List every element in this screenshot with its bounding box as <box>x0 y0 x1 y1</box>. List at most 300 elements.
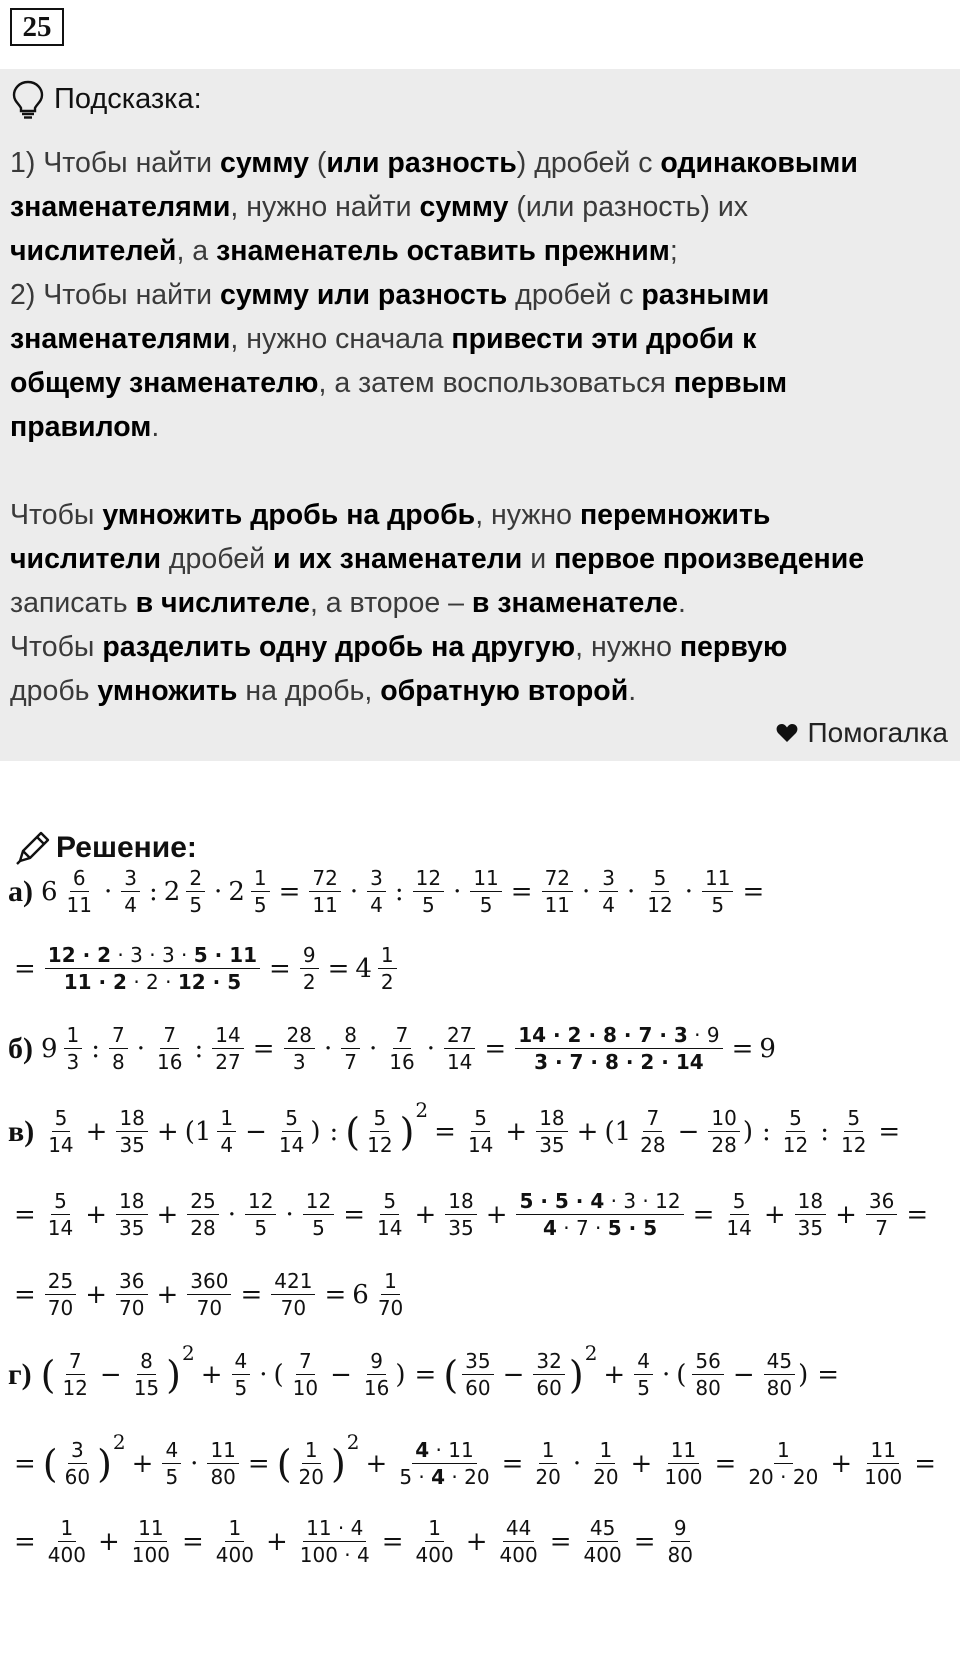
fraction <box>708 1105 739 1158</box>
denominator-part: 11 · 2 <box>63 970 127 994</box>
fraction <box>290 1348 321 1401</box>
hint-line <box>10 669 950 713</box>
denominator-part: 5 <box>234 1376 248 1400</box>
operator: = <box>914 1448 937 1479</box>
numerator-part: 11 · 4 <box>306 1516 364 1540</box>
hint-emphasis: сумму <box>219 147 309 179</box>
fraction <box>396 1437 492 1490</box>
denominator-part: 35 <box>797 1216 824 1240</box>
numerator-part: 5 · 11 <box>193 943 258 967</box>
denominator-part: 20 <box>535 1465 561 1489</box>
numerator-part: 5 <box>847 1106 861 1130</box>
numerator-part: · 9 <box>687 1023 720 1047</box>
fraction <box>637 1105 668 1158</box>
operator: + <box>505 1116 528 1147</box>
math-term: ( <box>676 1359 687 1390</box>
fraction <box>271 1268 315 1321</box>
denominator-part: 16 <box>157 1050 183 1074</box>
numerator-part: 1 <box>599 1438 613 1462</box>
fraction <box>364 1105 395 1158</box>
numerator <box>515 1022 722 1049</box>
denominator <box>290 1375 321 1401</box>
hint-line <box>10 185 950 229</box>
fraction <box>303 1188 334 1241</box>
operator: = <box>714 1448 737 1479</box>
operator: : <box>149 876 158 907</box>
math-term: (1 <box>604 1116 632 1147</box>
denominator <box>378 969 397 995</box>
parenthesis: ) <box>97 1441 112 1486</box>
numerator <box>116 1188 147 1215</box>
fraction <box>45 1105 76 1158</box>
denominator <box>194 1295 225 1321</box>
hint-emphasis: в знаменателе <box>471 587 678 619</box>
numerator-part: 11 <box>670 1438 697 1462</box>
numerator-part: 35 <box>465 1349 491 1373</box>
operator: · <box>227 1199 237 1230</box>
fraction <box>276 1105 307 1158</box>
denominator <box>186 892 205 918</box>
numerator-part: 11 <box>473 866 499 890</box>
denominator-part: 100 <box>664 1465 703 1489</box>
hint-emphasis: числителей <box>10 235 177 267</box>
hint-emphasis: сумму или разность <box>219 279 508 311</box>
numerator-part: 5 <box>653 866 667 890</box>
numerator <box>70 865 89 892</box>
numerator-part: 1 <box>428 1516 441 1540</box>
numerator <box>651 865 670 892</box>
numerator <box>413 865 444 892</box>
solution-title: Решение: <box>56 831 197 864</box>
denominator <box>45 1132 76 1158</box>
denominator <box>664 1542 695 1568</box>
numerator <box>271 1268 315 1295</box>
hint-text-run: , нужно <box>575 631 680 663</box>
numerator <box>303 1188 334 1215</box>
operator: = <box>327 953 350 984</box>
operator: = <box>14 1279 36 1310</box>
fraction <box>129 1515 173 1568</box>
numerator-part: 12 <box>305 1189 332 1213</box>
denominator-part: 12 <box>782 1133 809 1157</box>
hint-text-run: , нужно найти <box>230 191 420 223</box>
denominator <box>462 1375 493 1401</box>
numerator <box>643 1105 662 1132</box>
operator: : <box>761 1116 771 1147</box>
operator: + <box>365 1448 388 1479</box>
numerator-part: 36 <box>868 1189 895 1213</box>
math-term: 2 <box>228 876 245 907</box>
hint-emphasis: умножить <box>97 675 238 707</box>
denominator <box>477 892 496 918</box>
operator: · <box>259 1359 268 1390</box>
denominator-part: 100 <box>131 1543 170 1567</box>
denominator-part: 14 <box>726 1216 752 1240</box>
operator: − <box>732 1359 755 1390</box>
denominator <box>341 1049 360 1075</box>
hint-header <box>10 79 202 119</box>
numerator-part: 11 <box>705 866 731 890</box>
numerator <box>207 1437 238 1464</box>
operator: = <box>181 1526 204 1557</box>
denominator <box>374 1215 405 1241</box>
operator: = <box>240 1279 263 1310</box>
denominator-part: 27 <box>215 1050 241 1074</box>
part-label: б) <box>8 1031 33 1065</box>
denominator-part: 70 <box>119 1296 145 1320</box>
operator: = <box>343 1199 365 1230</box>
denominator <box>251 1215 270 1241</box>
hint-emphasis: перемножить <box>579 499 771 531</box>
denominator <box>162 1464 181 1490</box>
parenthesis: ( <box>40 1352 56 1397</box>
denominator-part: 14 <box>446 1050 473 1074</box>
numerator <box>378 942 397 969</box>
operator: · <box>368 1033 378 1064</box>
denominator <box>531 1049 707 1075</box>
operator: = <box>549 1526 572 1557</box>
denominator <box>217 1132 236 1158</box>
fraction <box>309 865 340 918</box>
parenthesis: ( <box>42 1441 58 1486</box>
numerator-part: 1 <box>66 1023 80 1047</box>
fraction <box>59 1348 90 1401</box>
fraction <box>470 865 501 918</box>
numerator <box>68 1437 87 1464</box>
operator: = <box>14 1199 36 1230</box>
denominator-part: 28 <box>711 1133 737 1157</box>
numerator-part: 10 <box>711 1106 737 1130</box>
numerator <box>668 1437 699 1464</box>
denominator-part: · 20 <box>445 1465 490 1489</box>
numerator-part: 4 <box>415 1438 430 1462</box>
fraction <box>532 1437 563 1490</box>
numerator-part: 9 <box>370 1349 384 1373</box>
denominator-part: 14 <box>376 1216 403 1240</box>
hint-line <box>10 229 950 273</box>
math-term: 9 <box>41 1033 58 1064</box>
solution-line <box>8 1022 779 1075</box>
denominator-part: 35 <box>119 1216 145 1240</box>
numerator <box>187 1268 231 1295</box>
denominator <box>207 1464 238 1490</box>
denominator <box>542 892 573 918</box>
operator: + <box>85 1279 108 1310</box>
lightbulb-icon <box>10 79 46 119</box>
denominator-part: 5 <box>637 1376 650 1400</box>
fraction <box>121 865 140 918</box>
operator: = <box>434 1116 456 1147</box>
parenthesis: ) <box>166 1352 181 1397</box>
operator: · <box>582 876 591 907</box>
operator: + <box>200 1359 223 1390</box>
numerator <box>162 1437 181 1464</box>
numerator <box>367 865 386 892</box>
numerator-part: 2 <box>189 866 203 890</box>
numerator-part: 4 <box>165 1438 179 1462</box>
denominator-part: 5 <box>711 893 725 917</box>
numerator-part: 14 <box>215 1023 241 1047</box>
denominator-part: 11 <box>312 893 338 917</box>
exponent: 2 <box>181 1340 195 1365</box>
denominator-part: 14 <box>467 1133 494 1157</box>
denominator-part: 35 <box>119 1133 145 1157</box>
numerator-part: 18 <box>119 1189 145 1213</box>
denominator-part: 400 <box>215 1543 254 1567</box>
operator: = <box>14 1448 36 1479</box>
fraction <box>45 1515 89 1568</box>
denominator-part: 14 <box>48 1133 74 1157</box>
operator: : <box>194 1033 204 1064</box>
hint-emphasis: правилом <box>10 411 152 443</box>
numerator <box>539 1437 558 1464</box>
hint-emphasis: первое произведение <box>554 543 865 575</box>
solution-line <box>8 1268 409 1321</box>
hint-text-run: , нужно сначала <box>230 323 452 355</box>
operator: + <box>630 1448 653 1479</box>
hint-emphasis: знаменателями <box>10 323 231 355</box>
operator: = <box>414 1359 437 1390</box>
denominator <box>309 1215 328 1241</box>
fraction <box>207 1437 238 1490</box>
numerator-part: 7 <box>395 1023 409 1047</box>
denominator-part: 11 <box>66 893 92 917</box>
numerator-part: 4 <box>637 1349 650 1373</box>
fraction <box>116 1188 147 1241</box>
fraction <box>361 1348 392 1401</box>
numerator-part: 7 <box>299 1349 312 1373</box>
numerator <box>303 1515 366 1542</box>
hint-line <box>10 273 950 317</box>
fraction <box>64 1022 83 1075</box>
parenthesis: ( <box>345 1109 361 1154</box>
operator: = <box>14 1526 36 1557</box>
numerator <box>217 1105 236 1132</box>
fraction <box>795 1188 826 1241</box>
denominator <box>540 1215 660 1241</box>
numerator <box>542 865 573 892</box>
denominator-part: 400 <box>499 1543 538 1567</box>
operator: = <box>633 1526 656 1557</box>
denominator-part: 4 <box>370 893 383 917</box>
numerator <box>393 1022 412 1049</box>
pencil-icon <box>14 829 52 867</box>
denominator <box>444 1049 475 1075</box>
numerator-part: 4 <box>234 1349 248 1373</box>
numerator-part: 28 <box>286 1023 312 1047</box>
denominator <box>45 1295 76 1321</box>
numerator <box>341 1022 360 1049</box>
hint-text-run: Чтобы <box>10 631 103 663</box>
fraction <box>212 1022 243 1075</box>
fraction <box>515 1022 722 1075</box>
denominator-part: 12 <box>62 1376 88 1400</box>
numerator <box>137 1348 156 1375</box>
fraction <box>296 1437 327 1490</box>
numerator-part: 7 <box>112 1023 125 1047</box>
operator: + <box>835 1199 857 1230</box>
numerator <box>774 1437 793 1464</box>
operator: = <box>878 1116 901 1147</box>
numerator <box>116 1268 147 1295</box>
denominator-part: 14 <box>47 1216 74 1240</box>
denominator-part: 400 <box>583 1543 622 1567</box>
numerator <box>282 1105 301 1132</box>
denominator <box>861 1464 905 1490</box>
numerator <box>587 1515 618 1542</box>
operator: · <box>627 876 636 907</box>
fraction <box>764 1348 795 1401</box>
denominator <box>59 1375 90 1401</box>
hint-emphasis: первым <box>673 367 788 399</box>
denominator <box>795 1215 826 1241</box>
numerator <box>867 1437 898 1464</box>
hint-line <box>10 625 950 669</box>
operator: − <box>677 1116 700 1147</box>
part-label: в) <box>8 1114 35 1148</box>
numerator <box>462 1348 493 1375</box>
denominator-part: 80 <box>667 1543 693 1567</box>
hint-text-run: , а затем воспользоваться <box>318 367 674 399</box>
fraction <box>413 865 444 918</box>
denominator-part: 5 · <box>399 1465 432 1489</box>
operator: + <box>603 1359 626 1390</box>
numerator-part: 1 <box>228 1516 242 1540</box>
operator: = <box>269 953 291 984</box>
fraction <box>533 1348 564 1401</box>
parenthesis: ) <box>330 1441 346 1486</box>
denominator-part: · 7 · <box>556 1216 608 1240</box>
denominator <box>375 1295 406 1321</box>
operator: = <box>252 1033 275 1064</box>
numerator-part: 45 <box>589 1516 616 1540</box>
numerator <box>380 1188 399 1215</box>
denominator-part: 12 <box>647 893 673 917</box>
fraction <box>413 1515 457 1568</box>
denominator-part: 5 <box>479 893 493 917</box>
operator: − <box>99 1359 122 1390</box>
denominator <box>367 892 386 918</box>
math-term: ) <box>310 1116 321 1147</box>
operator: : <box>329 1116 339 1147</box>
fraction <box>444 1022 475 1075</box>
numerator <box>516 1188 683 1215</box>
operator: : <box>91 1033 101 1064</box>
denominator-part: · 2 · <box>126 970 178 994</box>
numerator-part: 5 <box>54 1189 67 1213</box>
fraction <box>692 1348 723 1401</box>
fraction <box>375 1268 406 1321</box>
numerator-part: 12 <box>415 866 442 890</box>
fraction <box>62 1437 93 1490</box>
numerator <box>284 1022 315 1049</box>
hint-text <box>10 141 950 713</box>
denominator <box>634 1375 653 1401</box>
numerator-part: 1 <box>380 943 394 967</box>
operator: · <box>285 1199 294 1230</box>
hint-emphasis: знаменателями <box>10 191 231 223</box>
math-term: 4 <box>355 953 372 984</box>
operator: · <box>661 1359 671 1390</box>
operator: − <box>502 1359 525 1390</box>
fraction <box>367 865 386 918</box>
operator: + <box>85 1116 108 1147</box>
numerator-part: 3 <box>70 1438 84 1462</box>
hint-emphasis: общему знаменателю <box>10 367 319 399</box>
denominator <box>296 1464 327 1490</box>
hint-line <box>10 405 950 449</box>
fraction <box>536 1105 567 1158</box>
denominator <box>213 1542 257 1568</box>
hint-text-run: , нужно <box>475 499 580 531</box>
numerator <box>634 1348 653 1375</box>
denominator <box>251 892 270 918</box>
denominator <box>62 1464 93 1490</box>
hint-line <box>10 317 950 361</box>
fraction <box>378 942 397 995</box>
operator: + <box>465 1526 488 1557</box>
numerator <box>51 1188 70 1215</box>
numerator <box>470 865 501 892</box>
numerator <box>844 1105 863 1132</box>
part-label: г) <box>8 1357 32 1391</box>
denominator <box>116 1295 147 1321</box>
denominator-part: 400 <box>415 1543 454 1567</box>
operator: + <box>85 1199 108 1230</box>
numerator-part: 36 <box>119 1269 145 1293</box>
numerator <box>52 1105 71 1132</box>
denominator-part: 28 <box>640 1133 666 1157</box>
fraction <box>723 1188 754 1241</box>
denominator-part: 5 <box>189 893 203 917</box>
denominator <box>45 1542 89 1568</box>
numerator-part: · 3 · 12 <box>604 1189 681 1213</box>
hint-emphasis: сумму <box>419 191 509 223</box>
hint-text-run: (или разность) их <box>508 191 749 223</box>
credit-label: Помогалка <box>807 717 948 748</box>
operator: · <box>136 1033 146 1064</box>
numerator-part: 6 <box>72 866 86 890</box>
solution-line <box>8 942 400 995</box>
operator: + <box>156 1199 179 1230</box>
numerator <box>599 865 618 892</box>
exponent: 2 <box>112 1429 126 1454</box>
numerator-part: · 3 · 3 · <box>111 943 194 967</box>
fraction <box>251 865 270 918</box>
operator: · <box>104 876 113 907</box>
hint-text-run: ; <box>669 235 678 267</box>
numerator <box>109 1022 128 1049</box>
hint-text-run: Чтобы <box>10 499 103 531</box>
denominator-part: 2 <box>302 970 316 994</box>
hint-text-run: дробь <box>10 675 98 707</box>
numerator-part: 5 <box>54 1106 68 1130</box>
numerator-part: 44 <box>505 1516 532 1540</box>
hint-emphasis: первую <box>679 631 788 663</box>
numerator <box>412 1437 476 1464</box>
numerator-part: 9 <box>673 1516 687 1540</box>
denominator-part: 20 <box>298 1465 324 1489</box>
numerator-part: 8 <box>344 1023 357 1047</box>
numerator-part: 5 · 5 · 4 <box>519 1189 605 1213</box>
fraction <box>217 1105 236 1158</box>
hint-line <box>10 361 950 405</box>
fraction <box>861 1437 905 1490</box>
numerator <box>671 1515 690 1542</box>
part-label: а) <box>8 874 33 908</box>
denominator <box>232 1375 251 1401</box>
numerator <box>309 865 340 892</box>
